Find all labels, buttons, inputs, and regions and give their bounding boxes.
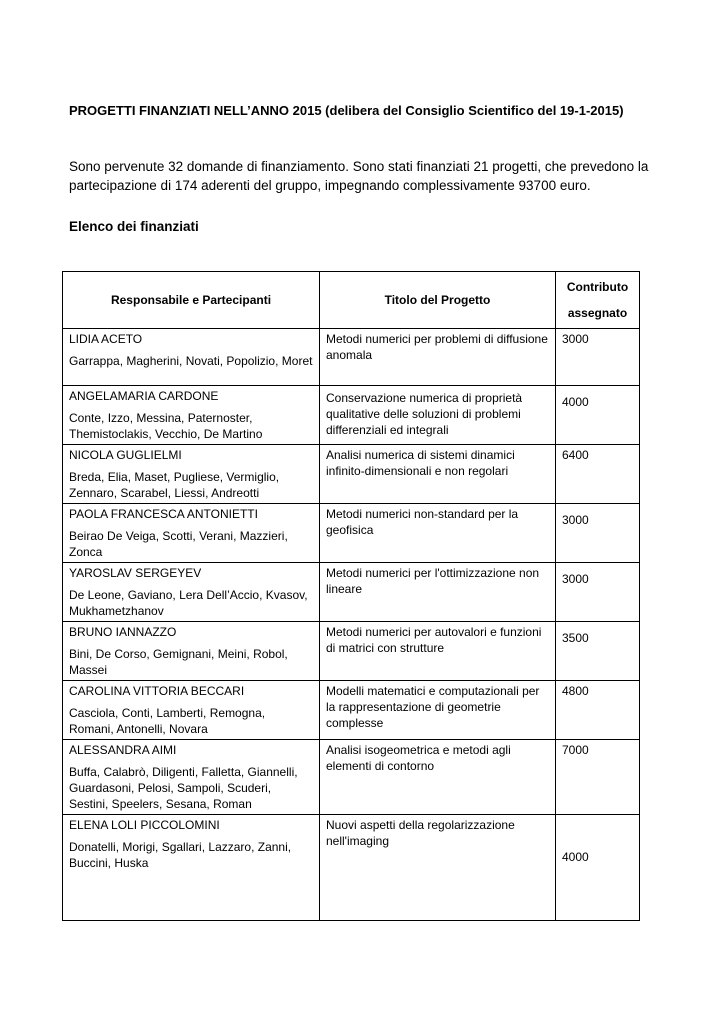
participants-list: Beirao De Veiga, Scotti, Verani, Mazzieri, Zonca [69, 529, 288, 559]
table-row [63, 386, 640, 445]
project-title: Metodi numerici per autovalori e funzioni di matrici con strutture [320, 622, 556, 681]
amount-value: 3500 [556, 622, 640, 681]
participants-cell [63, 386, 320, 445]
amount-value: 4000 [556, 386, 640, 445]
lead-name: YAROSLAV SERGEYEV [69, 566, 202, 580]
project-title: Metodi numerici non-standard per la geofisica [320, 504, 556, 563]
project-title: Conservazione numerica di proprietà qualitative delle soluzioni di problemi differenziali ed integrali [320, 386, 556, 445]
project-title: Metodi numerici per l'ottimizzazione non lineare [320, 563, 556, 622]
lead-name: ELENA LOLI PICCOLOMINI [69, 818, 220, 832]
participants-cell [63, 504, 320, 563]
participants-list: Bini, De Corso, Gemignani, Meini, Robol, Massei [69, 647, 288, 677]
column-header-participants: Responsabile e Partecipanti [63, 272, 320, 329]
table-row [63, 329, 640, 386]
project-title: Analisi numerica di sistemi dinamici infinito-dimensionali e non regolari [320, 445, 556, 504]
participants-cell [63, 681, 320, 740]
participants-cell [63, 563, 320, 622]
participants-list: Garrappa, Magherini, Novati, Popolizio, Moret [69, 354, 313, 368]
participants-cell [63, 622, 320, 681]
lead-name: BRUNO IANNAZZO [69, 625, 177, 639]
table-header-row [63, 272, 640, 329]
participants-cell [63, 815, 320, 921]
lead-name: ANGELAMARIA CARDONE [69, 389, 219, 403]
table-row [63, 681, 640, 740]
amount-value: 4000 [556, 815, 640, 921]
column-header-title: Titolo del Progetto [320, 272, 556, 329]
participants-list: Donatelli, Morigi, Sgallari, Lazzaro, Zanni, Buccini, Huska [69, 840, 292, 870]
project-title: Metodi numerici per problemi di diffusione anomala [320, 329, 556, 386]
participants-cell [63, 445, 320, 504]
participants-cell [63, 740, 320, 815]
participants-list: De Leone, Gaviano, Lera Dell’Accio, Kvasov, Mukhametzhanov [69, 588, 308, 618]
lead-name: ALESSANDRA AIMI [69, 743, 177, 757]
amount-value: 6400 [556, 445, 640, 504]
participants-list: Breda, Elia, Maset, Pugliese, Vermiglio, Zennaro, Scarabel, Liessi, Andreotti [69, 470, 280, 500]
participants-cell [63, 329, 320, 386]
lead-name: NICOLA GUGLIELMI [69, 448, 182, 462]
funded-projects-table [62, 271, 640, 921]
amount-value: 4800 [556, 681, 640, 740]
table-row [63, 740, 640, 815]
project-title: Modelli matematici e computazionali per la rappresentazione di geometrie complesse [320, 681, 556, 740]
lead-name: CAROLINA VITTORIA BECCARI [69, 684, 245, 698]
table-row [63, 815, 640, 921]
participants-list: Buffa, Calabrò, Diligenti, Falletta, Giannelli, Guardasoni, Pelosi, Sampoli, Scuderi, Sestini, Speelers, Sesana, Roman [69, 765, 298, 811]
amount-value: 3000 [556, 563, 640, 622]
column-header-amount: Contributo assegnato [556, 272, 640, 329]
table-row [63, 504, 640, 563]
table-row [63, 622, 640, 681]
lead-name: PAOLA FRANCESCA ANTONIETTI [69, 507, 258, 521]
table-row [63, 445, 640, 504]
intro-paragraph: Sono pervenute 32 domande di finanziamento. Sono stati finanziati 21 progetti, che prevedono la partecipazione di 174 aderenti del gruppo, impegnando complessivamente 93700 euro. [69, 159, 649, 193]
table-row [63, 563, 640, 622]
amount-value: 3000 [556, 504, 640, 563]
participants-list: Casciola, Conti, Lamberti, Remogna, Romani, Antonelli, Novara [69, 706, 266, 736]
participants-list: Conte, Izzo, Messina, Paternoster, Themistoclakis, Vecchio, De Martino [69, 411, 263, 441]
amount-value: 3000 [556, 329, 640, 386]
lead-name: LIDIA ACETO [69, 332, 143, 346]
project-title: Analisi isogeometrica e metodi agli elementi di contorno [320, 740, 556, 815]
document-heading: PROGETTI FINANZIATI NELL’ANNO 2015 (delibera del Consiglio Scientifico del 19-1-2015) [69, 103, 624, 118]
amount-value: 7000 [556, 740, 640, 815]
project-title: Nuovi aspetti della regolarizzazione nell'imaging [320, 815, 556, 921]
list-title: Elenco dei finanziati [69, 219, 199, 234]
